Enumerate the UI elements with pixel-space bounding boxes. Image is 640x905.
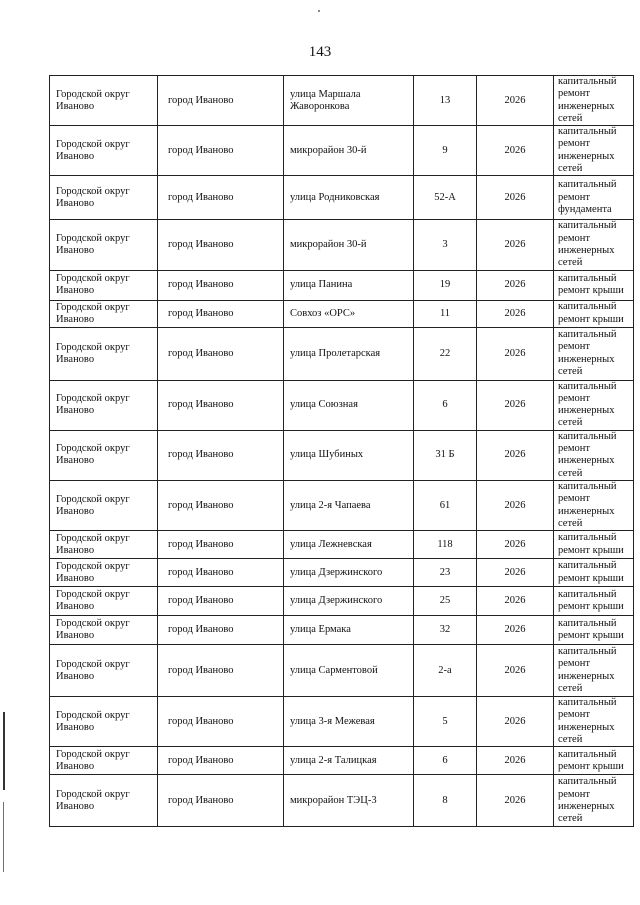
work-type-cell: капитальный ремонт крыши [554,559,634,587]
street-cell: улица Маршала Жаворонкова [284,76,414,126]
district-cell: Городской округ Иваново [50,126,158,176]
city-cell: город Иваново [158,380,284,430]
house-number-cell: 8 [414,775,477,827]
city-cell: город Иваново [158,176,284,220]
table-row [50,270,634,300]
work-type-cell: капитальный ремонт инженерных сетей [554,430,634,480]
street-cell: улица Союзная [284,380,414,430]
year-cell: 2026 [477,775,554,827]
district-cell: Городской округ Иваново [50,220,158,270]
city-cell: город Иваново [158,775,284,827]
city-cell: город Иваново [158,76,284,126]
table-row [50,747,634,775]
street-cell: улица Родниковская [284,176,414,220]
city-cell: город Иваново [158,480,284,530]
table-row [50,126,634,176]
district-cell: Городской округ Иваново [50,480,158,530]
year-cell: 2026 [477,126,554,176]
city-cell: город Иваново [158,531,284,559]
city-cell: город Иваново [158,126,284,176]
work-type-cell: капитальный ремонт инженерных сетей [554,220,634,270]
work-type-cell: капитальный ремонт инженерных сетей [554,76,634,126]
district-cell: Городской округ Иваново [50,775,158,827]
district-cell: Городской округ Иваново [50,380,158,430]
street-cell: улица 3-я Межевая [284,697,414,747]
house-number-cell: 5 [414,697,477,747]
district-cell: Городской округ Иваново [50,559,158,587]
table-row [50,380,634,430]
house-number-cell: 22 [414,327,477,380]
street-cell: улица 2-я Талицкая [284,747,414,775]
house-number-cell: 118 [414,531,477,559]
year-cell: 2026 [477,270,554,300]
street-cell: улица Пролетарская [284,327,414,380]
table-row [50,76,634,126]
year-cell: 2026 [477,480,554,530]
table-row [50,327,634,380]
city-cell: город Иваново [158,697,284,747]
house-number-cell: 6 [414,380,477,430]
district-cell: Городской округ Иваново [50,747,158,775]
work-type-cell: капитальный ремонт фундамента [554,176,634,220]
scan-speck [318,10,320,12]
district-cell: Городской округ Иваново [50,76,158,126]
work-type-cell: капитальный ремонт крыши [554,270,634,300]
table-row [50,616,634,645]
year-cell: 2026 [477,697,554,747]
year-cell: 2026 [477,616,554,645]
work-type-cell: капитальный ремонт инженерных сетей [554,480,634,530]
district-cell: Городской округ Иваново [50,176,158,220]
city-cell: город Иваново [158,747,284,775]
work-type-cell: капитальный ремонт крыши [554,587,634,616]
table-row [50,645,634,697]
work-type-cell: капитальный ремонт инженерных сетей [554,327,634,380]
street-cell: улица Панина [284,270,414,300]
district-cell: Городской округ Иваново [50,327,158,380]
table-row [50,480,634,530]
street-cell: улица Сарментовой [284,645,414,697]
district-cell: Городской округ Иваново [50,645,158,697]
table-row [50,430,634,480]
district-cell: Городской округ Иваново [50,616,158,645]
district-cell: Городской округ Иваново [50,270,158,300]
work-type-cell: капитальный ремонт инженерных сетей [554,645,634,697]
year-cell: 2026 [477,645,554,697]
page-number: 143 [308,44,332,60]
work-type-cell: капитальный ремонт крыши [554,300,634,327]
repair-schedule-table [49,75,634,827]
city-cell: город Иваново [158,327,284,380]
city-cell: город Иваново [158,616,284,645]
work-type-cell: капитальный ремонт инженерных сетей [554,380,634,430]
street-cell: улица 2-я Чапаева [284,480,414,530]
table-row [50,587,634,616]
street-cell: улица Шубиных [284,430,414,480]
street-cell: Совхоз «ОРС» [284,300,414,327]
street-cell: микрорайон ТЭЦ-3 [284,775,414,827]
city-cell: город Иваново [158,430,284,480]
table-row [50,176,634,220]
work-type-cell: капитальный ремонт инженерных сетей [554,126,634,176]
house-number-cell: 19 [414,270,477,300]
district-cell: Городской округ Иваново [50,697,158,747]
city-cell: город Иваново [158,220,284,270]
street-cell: улица Дзержинского [284,559,414,587]
city-cell: город Иваново [158,559,284,587]
house-number-cell: 32 [414,616,477,645]
house-number-cell: 3 [414,220,477,270]
street-cell: улица Лежневская [284,531,414,559]
work-type-cell: капитальный ремонт крыши [554,616,634,645]
house-number-cell: 11 [414,300,477,327]
house-number-cell: 52-А [414,176,477,220]
work-type-cell: капитальный ремонт крыши [554,531,634,559]
house-number-cell: 9 [414,126,477,176]
year-cell: 2026 [477,380,554,430]
district-cell: Городской округ Иваново [50,531,158,559]
year-cell: 2026 [477,220,554,270]
scan-margin-mark [3,712,5,790]
year-cell: 2026 [477,531,554,559]
year-cell: 2026 [477,327,554,380]
district-cell: Городской округ Иваново [50,587,158,616]
city-cell: город Иваново [158,587,284,616]
house-number-cell: 6 [414,747,477,775]
table-row [50,300,634,327]
table-row [50,531,634,559]
house-number-cell: 2-а [414,645,477,697]
district-cell: Городской округ Иваново [50,300,158,327]
scan-margin-mark [3,802,4,872]
house-number-cell: 61 [414,480,477,530]
city-cell: город Иваново [158,645,284,697]
house-number-cell: 31 Б [414,430,477,480]
year-cell: 2026 [477,430,554,480]
street-cell: микрорайон 30-й [284,126,414,176]
house-number-cell: 13 [414,76,477,126]
district-cell: Городской округ Иваново [50,430,158,480]
street-cell: микрорайон 30-й [284,220,414,270]
house-number-cell: 23 [414,559,477,587]
work-type-cell: капитальный ремонт инженерных сетей [554,775,634,827]
table-row [50,775,634,827]
street-cell: улица Ермака [284,616,414,645]
table-row [50,559,634,587]
city-cell: город Иваново [158,270,284,300]
table-row [50,697,634,747]
city-cell: город Иваново [158,300,284,327]
street-cell: улица Дзержинского [284,587,414,616]
year-cell: 2026 [477,559,554,587]
work-type-cell: капитальный ремонт крыши [554,747,634,775]
year-cell: 2026 [477,747,554,775]
year-cell: 2026 [477,76,554,126]
year-cell: 2026 [477,176,554,220]
year-cell: 2026 [477,300,554,327]
work-type-cell: капитальный ремонт инженерных сетей [554,697,634,747]
house-number-cell: 25 [414,587,477,616]
year-cell: 2026 [477,587,554,616]
table-row [50,220,634,270]
